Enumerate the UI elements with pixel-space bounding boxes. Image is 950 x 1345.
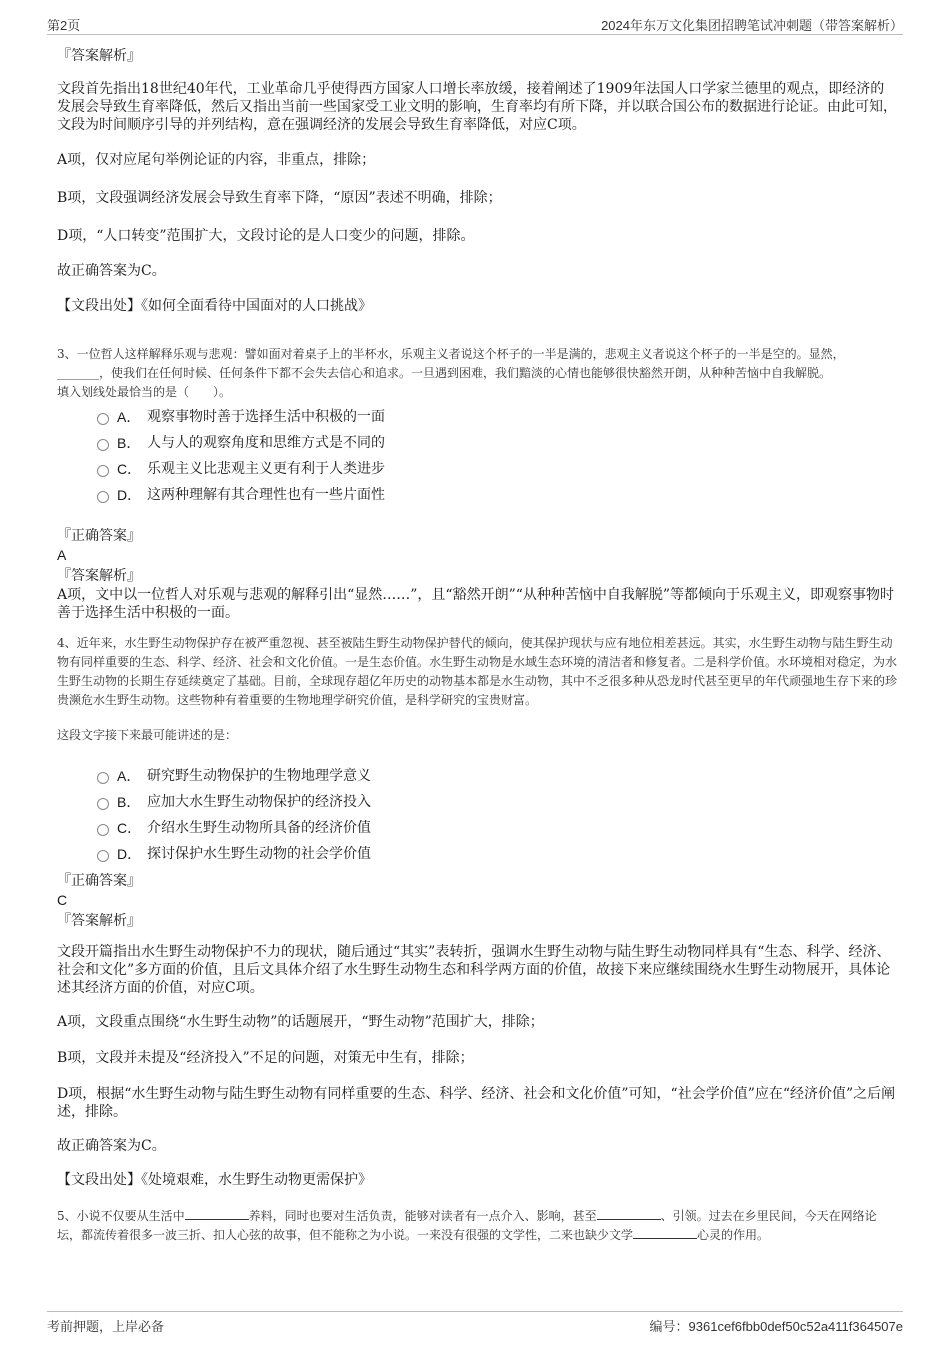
- page-number: 第2页: [47, 18, 81, 33]
- correct-answer-label: 『正确答案』: [57, 873, 141, 889]
- radio-icon[interactable]: [97, 465, 109, 477]
- q3-option-b[interactable]: B． 人与人的观察角度和思维方式是不同的: [97, 430, 897, 456]
- option-a-analysis: A项，仅对应尾句举例论证的内容，非重点，排除；: [57, 152, 376, 168]
- page-content: [57, 44, 897, 1245]
- page-header: [47, 12, 903, 35]
- radio-icon[interactable]: [97, 824, 109, 836]
- analysis-text: 文段首先指出18世纪40年代，工业革命几乎使得西方国家人口增长率放缓，接着阐述了1909年法国人口学家兰德里的观点，即经济的发展会导致生育率降低，然后又指出当前一些国家受工业文明的影响，生育率均有所下降，并以联合国公布的数据进行论证。由此可知，文段为时间顺序引导的并列结构，意在强调经济的发展会导致生育率降低，对应C项。: [57, 81, 897, 133]
- conclusion: 故正确答案为C。: [57, 1138, 166, 1154]
- option-d-analysis: D项，根据“水生野生动物与陆生野生动物有同样重要的生态、科学、经济、社会和文化价值”可知，“社会学价值”应在“经济价值”之后阐述，排除。: [57, 1086, 896, 1120]
- q3-option-d[interactable]: D． 这两种理解有其合理性也有一些片面性: [97, 482, 897, 508]
- page-footer: [47, 1311, 903, 1334]
- question-3-stem: 3、一位哲人这样解释乐观与悲观：譬如面对着桌子上的半杯水，乐观主义者说这个杯子的一半是满的，悲观主义者说这个杯子的一半是空的。显然，_______，使我们在任何时候、任何条件下都不会失去信心和追求。一旦遇到困难，我们黯淡的心情也能够很快豁然开朗，从种种苦恼中自我解脱。: [57, 347, 845, 380]
- q3-option-c[interactable]: C． 乐观主义比悲观主义更有利于人类进步: [97, 456, 897, 482]
- conclusion: 故正确答案为C。: [57, 263, 166, 279]
- document-title: 2024年东万文化集团招聘笔试冲刺题（带答案解析）: [601, 18, 903, 33]
- question-4-options: [97, 763, 897, 867]
- radio-icon[interactable]: [97, 850, 109, 862]
- correct-answer: C: [57, 892, 68, 908]
- radio-icon[interactable]: [97, 439, 109, 451]
- footer-slogan: 考前押题，上岸必备: [47, 1319, 165, 1334]
- q4-option-a[interactable]: A． 研究野生动物保护的生物地理学意义: [97, 763, 897, 789]
- question-5-stem: 5、小说不仅要从生活中 养料，同时也要对生活负责，能够对读者有一点介入、影响，甚至 、引领。过去在乡里民间，今天在网络论坛，都流传着很多一波三折、扣人心弦的故事，但不能称之为小说。一来没有很强的文学性，二来也缺少文学 心灵的作用。: [57, 1209, 877, 1242]
- fill-blank: [633, 1226, 697, 1239]
- correct-answer: A: [57, 547, 67, 563]
- option-d-analysis: D项，“人口转变”范围扩大，文段讨论的是人口变少的问题，排除。: [57, 228, 475, 244]
- option-b-analysis: B项，文段强调经济发展会导致生育率下降，“原因”表述不明确，排除；: [57, 190, 502, 206]
- question-3-options: [97, 404, 897, 508]
- analysis-label: 『答案解析』: [57, 48, 141, 64]
- q4-option-d[interactable]: D． 探讨保护水生野生动物的社会学价值: [97, 841, 897, 867]
- radio-icon[interactable]: [97, 491, 109, 503]
- fill-blank: [185, 1207, 249, 1220]
- fill-blank: [597, 1207, 661, 1220]
- analysis-text: 文段开篇指出水生野生动物保护不力的现状，随后通过“其实”表转折，强调水生野生动物与陆生野生动物同样具有“生态、科学、经济、社会和文化”多方面的价值，且后文具体介绍了水生野生动物生态和科学两方面的价值，故接下来应继续围绕水生野生动物展开，具体论述其经济方面的价值，对应C项。: [57, 944, 891, 996]
- option-b-analysis: B项，文段并未提及“经济投入”不足的问题，对策无中生有，排除；: [57, 1050, 474, 1066]
- q4-option-c[interactable]: C． 介绍水生野生动物所具备的经济价值: [97, 815, 897, 841]
- question-3-prompt: 填入划线处最恰当的是（ ）。: [57, 385, 232, 399]
- option-a-analysis: A项，文段重点围绕“水生野生动物”的话题展开，“野生动物”范围扩大，排除；: [57, 1014, 544, 1030]
- question-4-stem: 4、近年来，水生野生动物保护存在被严重忽视、甚至被陆生野生动物保护替代的倾向，使其保护现状与应有地位相差甚远。其实，水生野生动物与陆生野生动物有同样重要的生态、科学、经济、社会和文化价值。一是生态价值。水生野生动物是水域生态环境的清洁者和修复者。二是科学价值。水环境相对稳定，为水生野生动物的长期生存延续奠定了基础。目前，全球现存超亿年历史的动物基本都是水生动物，其中不乏很多种从恐龙时代甚至更早的年代顽强地生存下来的珍贵濒危水生野生动物。这些物种有着重要的生物地理学研究价值，是科学研究的宝贵财富。: [57, 636, 898, 707]
- document-id: 编号：9361cef6fbb0def50c52a411f364507e: [649, 1319, 903, 1334]
- analysis-text: A项，文中以一位哲人对乐观与悲观的解释引出“显然……”，且“豁然开朗”“从种种苦恼中自我解脱”等都倾向于乐观主义，即观察事物时善于选择生活中积极的一面。: [57, 587, 895, 621]
- radio-icon[interactable]: [97, 413, 109, 425]
- analysis-label: 『答案解析』: [57, 568, 141, 584]
- q4-option-b[interactable]: B． 应加大水生野生动物保护的经济投入: [97, 789, 897, 815]
- analysis-label: 『答案解析』: [57, 913, 141, 929]
- source-citation: 【文段出处】《如何全面看待中国面对的人口挑战》: [57, 298, 372, 314]
- radio-icon[interactable]: [97, 772, 109, 784]
- question-4-prompt: 这段文字接下来最可能讲述的是：: [57, 728, 238, 742]
- radio-icon[interactable]: [97, 798, 109, 810]
- q3-option-a[interactable]: A． 观察事物时善于选择生活中积极的一面: [97, 404, 897, 430]
- correct-answer-label: 『正确答案』: [57, 528, 141, 544]
- source-citation: 【文段出处】《处境艰难，水生野生动物更需保护》: [57, 1172, 372, 1188]
